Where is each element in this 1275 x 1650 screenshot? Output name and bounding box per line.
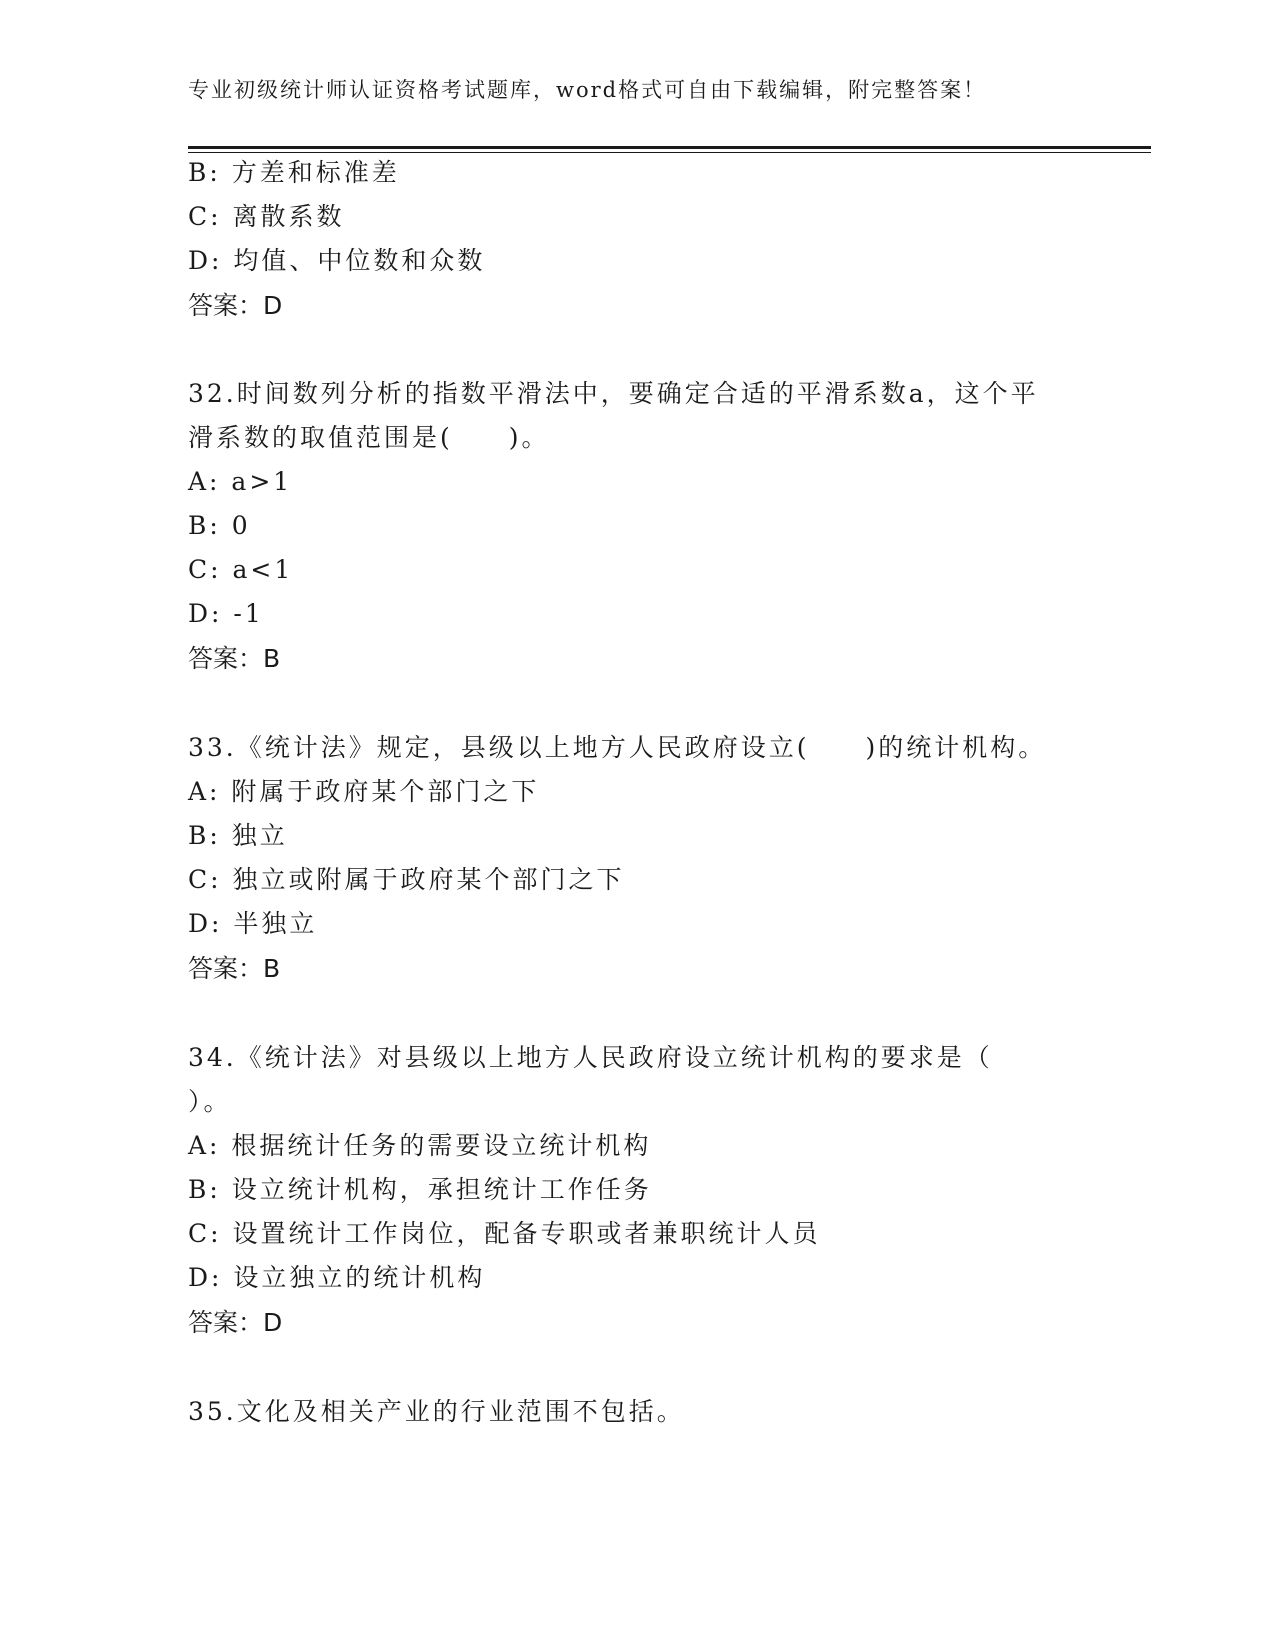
question-line: 34.《统计法》对县级以上地方人民政府设立统计机构的要求是（ <box>188 1043 993 1072</box>
answer-line: 答案：B <box>188 954 281 983</box>
option-line: D: 设立独立的统计机构 <box>188 1263 486 1292</box>
answer-line: 答案：D <box>188 291 283 320</box>
option-line: D: 半独立 <box>188 909 318 938</box>
option-line: D: -1 <box>188 599 264 628</box>
question-line: 33.《统计法》规定，县级以上地方人民政府设立( )的统计机构。 <box>188 733 1047 762</box>
option-line: A: a>1 <box>188 467 293 496</box>
question-line: ）。 <box>188 1087 232 1116</box>
option-line: B: 0 <box>188 511 251 540</box>
option-line: C: 独立或附属于政府某个部门之下 <box>188 865 625 894</box>
answer-line: 答案：B <box>188 644 281 673</box>
option-line: B: 独立 <box>188 821 288 850</box>
option-line: A: 根据统计任务的需要设立统计机构 <box>188 1131 652 1160</box>
page-header: 专业初级统计师认证资格考试题库，word格式可自由下载编辑，附完整答案！ <box>188 78 987 102</box>
option-line: B: 方差和标准差 <box>188 158 400 187</box>
answer-line: 答案：D <box>188 1308 283 1337</box>
option-line: C: 离散系数 <box>188 202 345 231</box>
question-line: 滑系数的取值范围是( )。 <box>188 423 550 452</box>
header-rule-thick <box>188 146 1151 149</box>
option-line: D: 均值、中位数和众数 <box>188 246 486 275</box>
option-line: A: 附属于政府某个部门之下 <box>188 777 540 806</box>
option-line: B: 设立统计机构，承担统计工作任务 <box>188 1175 652 1204</box>
question-line: 32.时间数列分析的指数平滑法中，要确定合适的平滑系数a，这个平 <box>188 379 1039 408</box>
question-line: 35.文化及相关产业的行业范围不包括。 <box>188 1397 685 1426</box>
option-line: C: 设置统计工作岗位，配备专职或者兼职统计人员 <box>188 1219 821 1248</box>
header-rule-thin <box>188 152 1151 153</box>
option-line: C: a<1 <box>188 555 294 584</box>
